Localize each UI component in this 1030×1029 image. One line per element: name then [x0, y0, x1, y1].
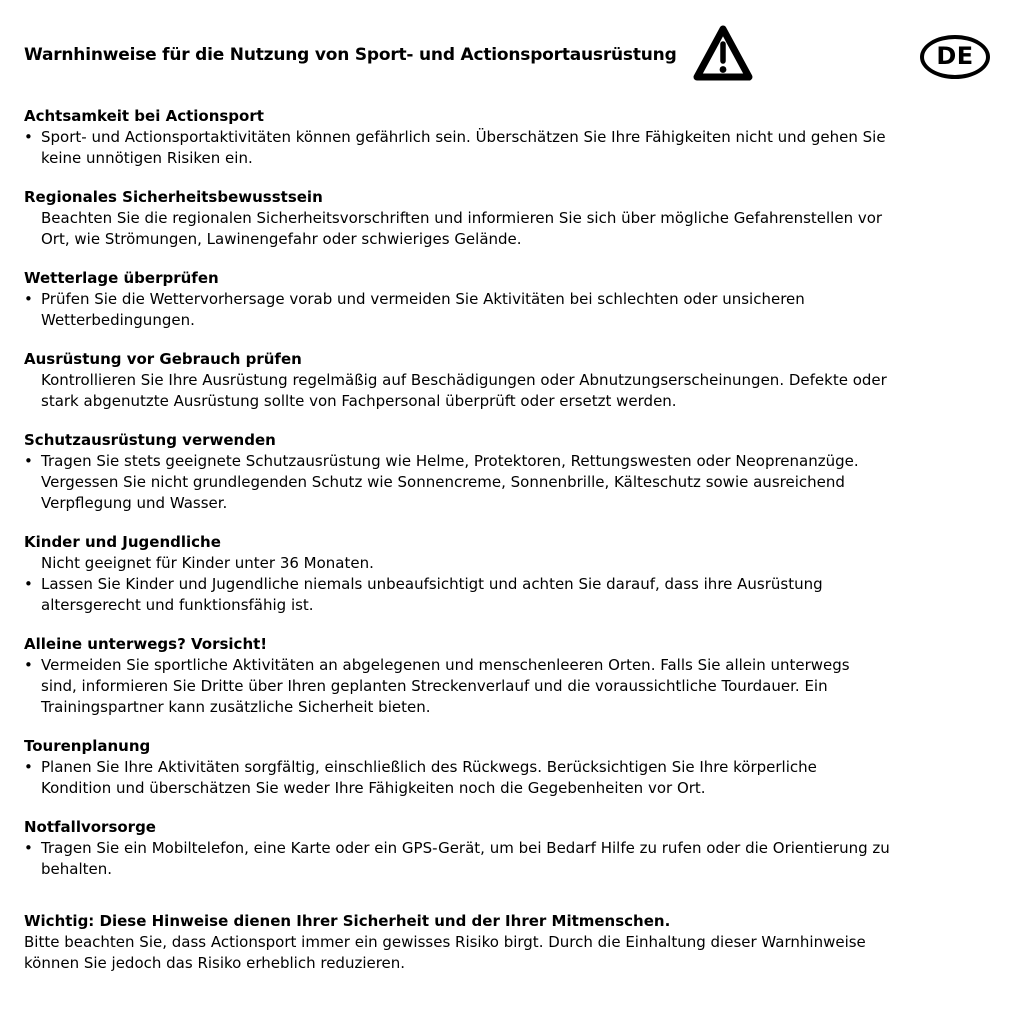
paragraph-item: [24, 208, 1006, 250]
bullet-marker: •: [24, 656, 33, 674]
bullet-marker: •: [24, 290, 33, 308]
item-text: [41, 655, 1006, 718]
text-line: Kontrollieren Sie Ihre Ausrüstung regelmäßig auf Beschädigungen oder Abnutzungserscheinungen. Defekte oder: [41, 371, 887, 389]
warning-section: [24, 106, 1006, 169]
section-heading: Kinder und Jugendliche: [24, 533, 221, 551]
item-text: [41, 289, 1006, 331]
text-line: Sport- und Actionsportaktivitäten können gefährlich sein. Überschätzen Sie Ihre Fähigkeiten nicht und gehen Sie: [41, 128, 886, 146]
warning-section: [24, 349, 1006, 412]
section-heading: Alleine unterwegs? Vorsicht!: [24, 635, 268, 653]
section-heading: Regionales Sicherheitsbewusstsein: [24, 188, 323, 206]
text-line: keine unnötigen Risiken ein.: [41, 149, 253, 167]
item-text: [41, 208, 1006, 250]
text-line: Planen Sie Ihre Aktivitäten sorgfältig, einschließlich des Rückwegs. Berücksichtigen Sie Ihre körperliche: [41, 758, 817, 776]
bullet-marker: •: [24, 839, 33, 857]
text-line: sind, informieren Sie Dritte über Ihren geplanten Streckenverlauf und die voraussichtliche Tourdauer. Ein: [41, 677, 828, 695]
item-text: [41, 838, 1006, 880]
bullet-marker: •: [24, 452, 33, 470]
text-line: Tragen Sie stets geeignete Schutzausrüstung wie Helme, Protektoren, Rettungswesten oder Neoprenanzüge.: [41, 452, 859, 470]
bullet-list-item: [24, 655, 1006, 718]
bullet-marker: •: [24, 758, 33, 776]
warning-section: [24, 268, 1006, 331]
section-heading: Tourenplanung: [24, 737, 151, 755]
page-title: Warnhinweise für die Nutzung von Sport- und Actionsportausrüstung: [24, 45, 677, 65]
text-line: Beachten Sie die regionalen Sicherheitsvorschriften und informieren Sie sich über mögliche Gefahrenstellen vor: [41, 209, 883, 227]
footer-heading: Wichtig: Diese Hinweise dienen Ihrer Sicherheit und der Ihrer Mitmenschen.: [24, 912, 671, 930]
section-heading: Ausrüstung vor Gebrauch prüfen: [24, 350, 302, 368]
text-line: Vergessen Sie nicht grundlegenden Schutz wie Sonnencreme, Sonnenbrille, Kälteschutz sowie ausreichend: [41, 473, 845, 491]
warning-section: [24, 817, 1006, 880]
footer-text-line: können Sie jedoch das Risiko erheblich reduzieren.: [24, 954, 406, 972]
warning-section: [24, 187, 1006, 250]
bullet-list-item: [24, 838, 1006, 880]
paragraph-item: [24, 370, 1006, 412]
item-text: [41, 574, 1006, 616]
item-text: [41, 127, 1006, 169]
item-text: [41, 553, 1006, 574]
text-line: Wetterbedingungen.: [41, 311, 195, 329]
paragraph-item: [24, 553, 1006, 574]
text-line: Ort, wie Strömungen, Lawinengefahr oder schwieriges Gelände.: [41, 230, 522, 248]
warning-triangle-icon: [692, 23, 754, 85]
bullet-marker: •: [24, 575, 33, 593]
bullet-marker: •: [24, 128, 33, 146]
document-header: [0, 0, 1030, 106]
section-heading: Wetterlage überprüfen: [24, 269, 219, 287]
text-line: Tragen Sie ein Mobiltelefon, eine Karte oder ein GPS-Gerät, um bei Bedarf Hilfe zu rufen oder die Orientierung zu: [41, 839, 890, 857]
text-line: stark abgenutzte Ausrüstung sollte von Fachpersonal überprüft oder ersetzt werden.: [41, 392, 677, 410]
language-badge: [920, 35, 990, 79]
warning-section: [24, 634, 1006, 718]
item-text: [41, 451, 1006, 514]
text-line: Lassen Sie Kinder und Jugendliche niemals unbeaufsichtigt und achten Sie darauf, dass ihre Ausrüstung: [41, 575, 823, 593]
language-badge-label: DE: [936, 41, 974, 70]
item-text: [41, 370, 1006, 412]
bullet-list-item: [24, 451, 1006, 514]
text-line: altersgerecht und funktionsfähig ist.: [41, 596, 314, 614]
text-line: Nicht geeignet für Kinder unter 36 Monaten.: [41, 554, 374, 572]
sections-container: [0, 106, 1030, 880]
warning-section: [24, 736, 1006, 799]
text-line: behalten.: [41, 860, 113, 878]
bullet-list-item: [24, 757, 1006, 799]
item-text: [41, 757, 1006, 799]
warning-section: [24, 532, 1006, 616]
text-line: Verpflegung und Wasser.: [41, 494, 228, 512]
text-line: Vermeiden Sie sportliche Aktivitäten an abgelegenen und menschenleeren Orten. Falls Sie allein unterwegs: [41, 656, 850, 674]
document-footer: [0, 911, 1030, 974]
bullet-list-item: [24, 127, 1006, 169]
section-heading: Schutzausrüstung verwenden: [24, 431, 276, 449]
section-heading: Notfallvorsorge: [24, 818, 156, 836]
section-heading: Achtsamkeit bei Actionsport: [24, 107, 264, 125]
footer-text-line: Bitte beachten Sie, dass Actionsport immer ein gewisses Risiko birgt. Durch die Einhaltung dieser Warnhinweise: [24, 933, 866, 951]
warning-section: [24, 430, 1006, 514]
bullet-list-item: [24, 289, 1006, 331]
bullet-list-item: [24, 574, 1006, 616]
text-line: Trainingspartner kann zusätzliche Sicherheit bieten.: [41, 698, 431, 716]
text-line: Kondition und überschätzen Sie weder Ihre Fähigkeiten noch die Gegebenheiten vor Ort.: [41, 779, 706, 797]
text-line: Prüfen Sie die Wettervorhersage vorab und vermeiden Sie Aktivitäten bei schlechten oder unsicheren: [41, 290, 805, 308]
